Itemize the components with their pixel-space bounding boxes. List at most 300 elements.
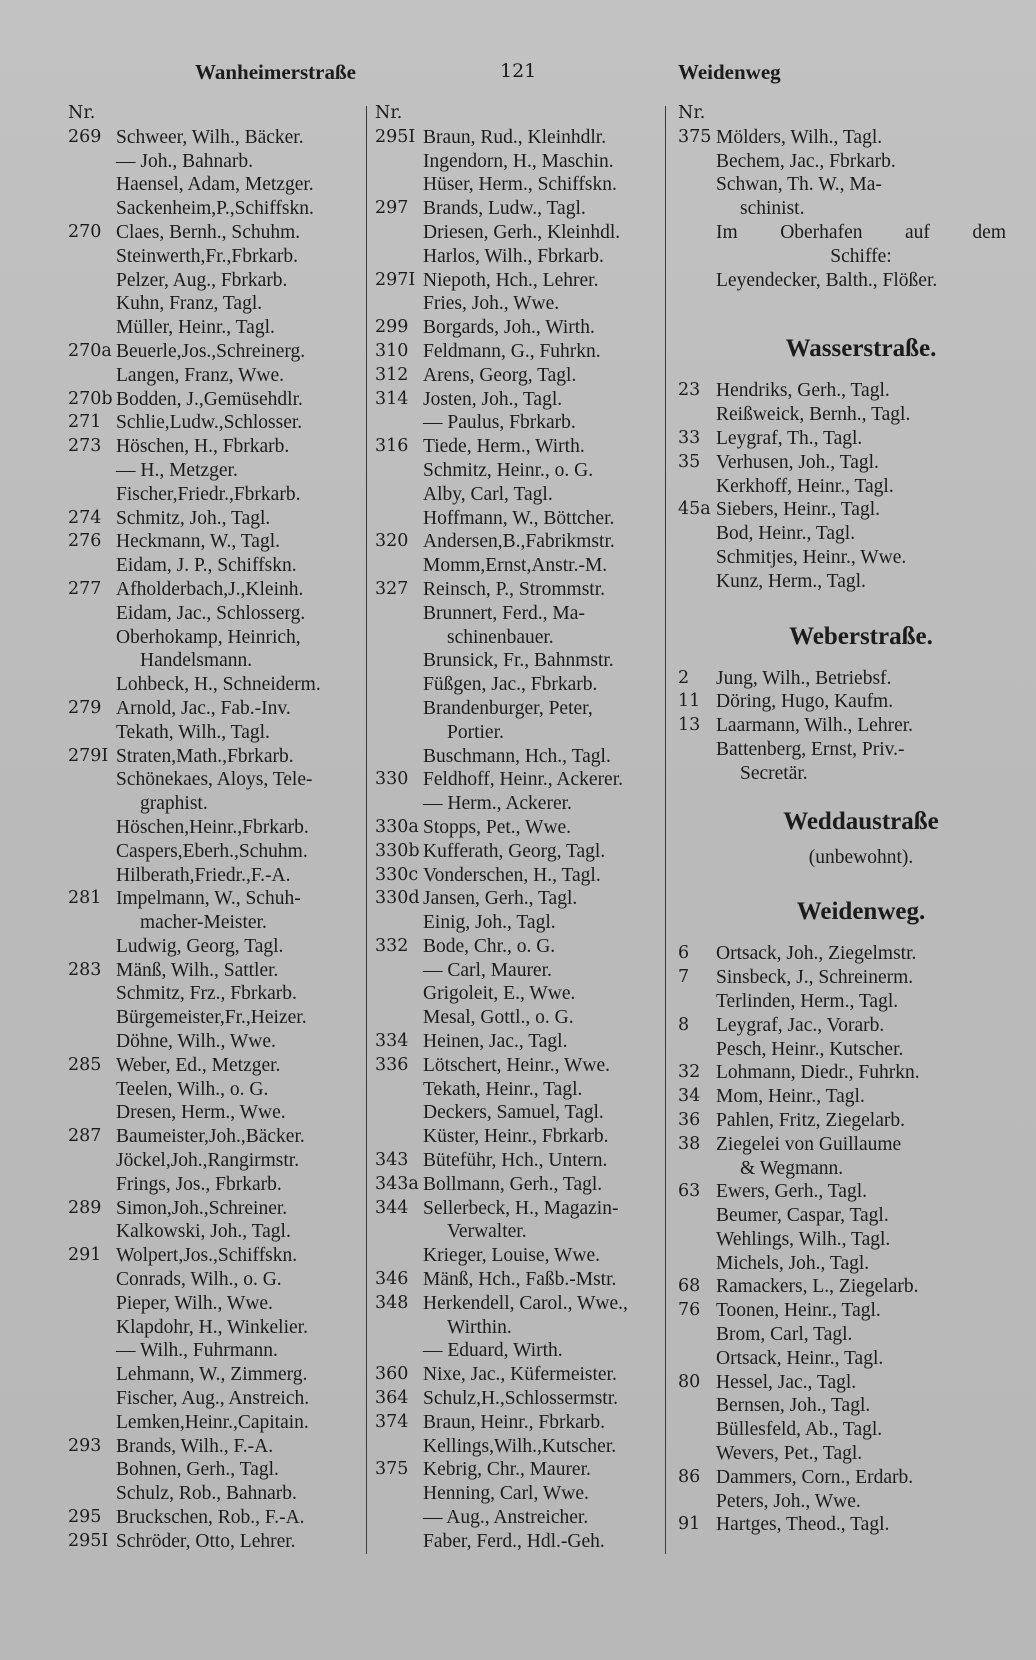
resident-text: Mesal, Gottl., o. G.: [423, 1007, 574, 1029]
resident-text: Lötschert, Heinr., Wwe.: [423, 1054, 611, 1076]
resident-text: Verhusen, Joh., Tagl.: [716, 451, 879, 473]
resident-text: Siebers, Heinr., Tagl.: [716, 499, 880, 521]
house-number: 299: [375, 317, 409, 338]
house-number: 35: [678, 451, 701, 472]
directory-entry: [68, 1458, 364, 1482]
directory-entry: [678, 966, 968, 990]
resident-text: Harlos, Wilh., Fbrkarb.: [423, 245, 604, 267]
resident-text: Lohbeck, H., Schneiderm.: [116, 674, 321, 696]
resident-text: Mom, Heinr., Tagl.: [716, 1086, 865, 1108]
directory-entry: [375, 1101, 663, 1125]
directory-entry: [375, 1316, 663, 1340]
house-number: 277: [68, 578, 102, 599]
directory-entry: [375, 816, 663, 840]
resident-text: Vonderschen, H., Tagl.: [423, 864, 601, 886]
directory-entry: [68, 864, 364, 888]
directory-entry: [678, 714, 968, 738]
house-number: 270b: [68, 388, 113, 409]
directory-entry: [375, 459, 663, 483]
resident-text: — Paulus, Fbrkarb.: [423, 412, 576, 434]
resident-text: Ingendorn, H., Maschin.: [423, 150, 614, 172]
resident-text: Bernsen, Joh., Tagl.: [716, 1395, 871, 1417]
house-number: 86: [678, 1466, 701, 1487]
resident-text: Büllesfeld, Ab., Tagl.: [716, 1419, 883, 1441]
resident-text: Henning, Carl, Wwe.: [423, 1483, 589, 1505]
directory-entry: [678, 1228, 968, 1252]
word: dem: [972, 221, 1006, 243]
house-number: 34: [678, 1086, 701, 1107]
resident-text: Battenberg, Ernst, Priv.-: [716, 738, 905, 760]
directory-entry: [678, 1133, 968, 1157]
directory-entry: [375, 435, 663, 459]
house-number: 11: [678, 691, 701, 712]
resident-text: Schulz, Rob., Bahnarb.: [116, 1483, 297, 1505]
spacer: [678, 292, 968, 306]
resident-text: Kalkowski, Joh., Tagl.: [116, 1221, 291, 1243]
resident-text: Pieper, Wilh., Wwe.: [116, 1292, 273, 1314]
directory-entry: [68, 1268, 364, 1292]
directory-entry: [68, 530, 364, 554]
resident-text: Wevers, Pet., Tagl.: [716, 1443, 863, 1465]
directory-entry: [678, 427, 968, 451]
house-number: 45a: [678, 499, 711, 520]
directory-entry: [375, 554, 663, 578]
directory-entry: [375, 721, 663, 745]
directory-entry: [375, 483, 663, 507]
resident-text: Terlinden, Herm., Tagl.: [716, 990, 899, 1012]
house-number: 343: [375, 1150, 409, 1171]
directory-entry: [678, 667, 968, 691]
directory-entry: [678, 1394, 968, 1418]
house-number: 343a: [375, 1173, 419, 1194]
resident-text: Sellerbeck, H., Magazin-: [423, 1197, 619, 1219]
house-number: 8: [678, 1014, 690, 1035]
resident-text: Hilberath,Friedr.,F.-A.: [116, 864, 291, 886]
resident-text: Portier.: [447, 721, 504, 743]
house-number: 332: [375, 935, 409, 956]
resident-text: Kellings,Wilh.,Kutscher.: [423, 1435, 617, 1457]
directory-entry: [68, 102, 364, 126]
resident-text: Claes, Bernh., Schuhm.: [116, 221, 301, 243]
directory-entry: [375, 745, 663, 769]
resident-text: Ziegelei von Guillaume: [716, 1133, 902, 1155]
street-heading: [678, 306, 968, 379]
directory-entry: [68, 1054, 364, 1078]
resident-text: Schmitz, Joh., Tagl.: [116, 507, 271, 529]
resident-text: Brandenburger, Peter,: [423, 697, 593, 719]
house-number: 63: [678, 1181, 701, 1202]
directory-entry: [678, 475, 968, 499]
resident-text: Baumeister,Joh.,Bäcker.: [116, 1126, 305, 1148]
house-number: 330b: [375, 840, 420, 861]
directory-entry: [678, 942, 968, 966]
resident-text: Oberhokamp, Heinrich,: [116, 626, 301, 648]
resident-text: Pelzer, Aug., Fbrkarb.: [116, 269, 288, 291]
directory-entry: [68, 1482, 364, 1506]
directory-entry: [68, 1316, 364, 1340]
resident-text: Bod, Heinr., Tagl.: [716, 523, 856, 545]
house-number: 295: [68, 1507, 102, 1528]
resident-text: Tekath, Heinr., Tagl.: [423, 1078, 583, 1100]
resident-text: Deckers, Samuel, Tagl.: [423, 1102, 604, 1124]
resident-text: Ortsack, Heinr., Tagl.: [716, 1347, 884, 1369]
directory-entry: [375, 269, 663, 293]
directory-entry: [68, 697, 364, 721]
directory-entry: [375, 316, 663, 340]
directory-entry: [678, 846, 968, 870]
directory-entry: [678, 1252, 968, 1276]
directory-entry: [68, 721, 364, 745]
directory-entry: [678, 1085, 968, 1109]
directory-entry: [68, 982, 364, 1006]
resident-text: Schmitz, Heinr., o. G.: [423, 459, 594, 481]
directory-entry: [678, 1038, 968, 1062]
resident-text: Höschen,Heinr.,Fbrkarb.: [116, 816, 309, 838]
directory-entry: [375, 221, 663, 245]
resident-text: Heckmann, W., Tagl.: [116, 531, 280, 553]
house-number: 287: [68, 1126, 102, 1147]
directory-entry: [375, 602, 663, 626]
resident-text: Ramackers, L., Ziegelarb.: [716, 1276, 919, 1298]
house-number: 360: [375, 1364, 409, 1385]
resident-text: Niepoth, Hch., Lehrer.: [423, 269, 599, 291]
resident-text: Pesch, Heinr., Kutscher.: [716, 1038, 904, 1060]
directory-entry: [375, 911, 663, 935]
resident-text: Müller, Heinr., Tagl.: [116, 317, 275, 339]
directory-entry: [68, 316, 364, 340]
directory-entry: [678, 1014, 968, 1038]
resident-text: Frings, Jos., Fbrkarb.: [116, 1173, 282, 1195]
resident-text: Weber, Ed., Metzger.: [116, 1054, 281, 1076]
resident-text: Alby, Carl, Tagl.: [423, 483, 553, 505]
resident-text: Braun, Rud., Kleinhdlr.: [423, 126, 607, 148]
column-divider: [366, 106, 367, 1554]
directory-entry: [375, 840, 663, 864]
house-number: 23: [678, 380, 701, 401]
directory-entry: [375, 578, 663, 602]
directory-entry: [375, 292, 663, 316]
resident-text: Sinsbeck, J., Schreinerm.: [716, 967, 914, 989]
directory-entry: [68, 245, 364, 269]
resident-text: Fischer,Friedr.,Fbrkarb.: [116, 483, 301, 505]
house-number: 76: [678, 1300, 701, 1321]
resident-text: Afholderbach,J.,Kleinh.: [116, 578, 304, 600]
resident-text: Kuhn, Franz, Tagl.: [116, 293, 263, 315]
directory-entry: [68, 1387, 364, 1411]
house-number: 327: [375, 578, 409, 599]
directory-entry: [68, 459, 364, 483]
resident-text: Michels, Joh., Tagl.: [716, 1252, 870, 1274]
directory-entry: [678, 690, 968, 714]
resident-text: Straten,Math.,Fbrkarb.: [116, 745, 294, 767]
resident-text: Leygraf, Jac., Vorarb.: [716, 1014, 885, 1036]
running-head-left: Wanheimerstraße: [195, 60, 356, 84]
directory-entry: [375, 697, 663, 721]
directory-entry: [375, 126, 663, 150]
directory-entry: [678, 1323, 968, 1347]
directory-entry: [678, 403, 968, 427]
directory-entry: [68, 1173, 364, 1197]
directory-entry: [375, 340, 663, 364]
directory-entry: [68, 554, 364, 578]
resident-text: Küster, Heinr., Fbrkarb.: [423, 1126, 609, 1148]
directory-entry: [68, 1078, 364, 1102]
directory-entry: [375, 1006, 663, 1030]
directory-entry: [678, 269, 968, 293]
resident-text: Höschen, H., Fbrkarb.: [116, 436, 290, 458]
directory-entry: [68, 1149, 364, 1173]
directory-entry: [375, 673, 663, 697]
street-name: Weidenweg.: [796, 898, 926, 926]
resident-text: Jansen, Gerh., Tagl.: [423, 888, 578, 910]
house-number: 36: [678, 1109, 701, 1130]
column-2: [375, 102, 663, 1554]
directory-entry: [68, 1339, 364, 1363]
resident-text: Impelmann, W., Schuh-: [116, 888, 301, 910]
resident-text: & Wegmann.: [740, 1157, 844, 1179]
house-number: 279I: [68, 745, 109, 766]
resident-text: Beuerle,Jos.,Schreinerg.: [116, 340, 306, 362]
house-number: Nr.: [68, 103, 96, 123]
directory-entry: [678, 738, 968, 762]
resident-text: Wolpert,Jos.,Schiffskn.: [116, 1245, 298, 1267]
resident-text: Toonen, Heinr., Tagl.: [716, 1300, 881, 1322]
house-number: 91: [678, 1514, 701, 1535]
directory-entry: [678, 197, 968, 221]
directory-entry: [68, 959, 364, 983]
resident-text: Bollmann, Gerh., Tagl.: [423, 1173, 603, 1195]
directory-entry: [678, 245, 968, 269]
house-number: 316: [375, 436, 409, 457]
house-number: 295I: [68, 1530, 109, 1551]
resident-text: Leyendecker, Balth., Flößer.: [716, 269, 938, 291]
resident-text: Döhne, Wilh., Wwe.: [116, 1031, 276, 1053]
directory-entry: [375, 411, 663, 435]
directory-entry: [678, 1109, 968, 1133]
house-number: 336: [375, 1054, 409, 1075]
directory-entry: [68, 602, 364, 626]
directory-entry: [68, 269, 364, 293]
house-number: 330c: [375, 864, 419, 885]
house-number: 270a: [68, 340, 112, 361]
house-number: 274: [68, 507, 102, 528]
resident-text: [716, 221, 1006, 245]
resident-text: Secretär.: [740, 762, 808, 784]
directory-entry: [375, 1244, 663, 1268]
directory-entry: [68, 1197, 364, 1221]
resident-text: Steinwerth,Fr.,Fbrkarb.: [116, 245, 298, 267]
house-number: 283: [68, 959, 102, 980]
directory-entry: [375, 1078, 663, 1102]
house-number: 295I: [375, 126, 416, 147]
resident-text: Füßgen, Jac., Fbrkarb.: [423, 674, 598, 696]
column-1: [68, 102, 364, 1554]
house-number: 13: [678, 715, 701, 736]
directory-entry: [678, 1513, 968, 1537]
house-number: 314: [375, 388, 409, 409]
directory-entry: [678, 498, 968, 522]
resident-text: Brunsick, Fr., Bahnmstr.: [423, 650, 614, 672]
directory-entry: [678, 1061, 968, 1085]
street-name: Weberstraße.: [789, 622, 933, 650]
resident-text: Tiede, Herm., Wirth.: [423, 436, 585, 458]
street-heading: [678, 786, 968, 846]
directory-entry: [375, 1506, 663, 1530]
directory-entry: [678, 102, 968, 126]
directory-entry: [68, 1411, 364, 1435]
directory-entry: [68, 1292, 364, 1316]
house-number: 320: [375, 531, 409, 552]
directory-entry: [678, 1371, 968, 1395]
resident-text: Beumer, Caspar, Tagl.: [716, 1205, 889, 1227]
directory-entry: [68, 935, 364, 959]
directory-entry: [375, 887, 663, 911]
house-number: Nr.: [375, 103, 403, 123]
resident-text: Schröder, Otto, Lehrer.: [116, 1530, 296, 1552]
resident-text: Brands, Ludw., Tagl.: [423, 198, 586, 220]
resident-text: Faber, Ferd., Hdl.-Geh.: [423, 1530, 605, 1552]
directory-entry: [68, 626, 364, 650]
resident-text: Krieger, Louise, Wwe.: [423, 1245, 601, 1267]
house-number: 344: [375, 1197, 409, 1218]
resident-text: Arnold, Jac., Fab.-Inv.: [116, 697, 291, 719]
resident-text: Momm,Ernst,Anstr.-M.: [423, 555, 608, 577]
resident-text: Verwalter.: [447, 1221, 527, 1243]
resident-text: Schönekaes, Aloys, Tele-: [116, 769, 313, 791]
resident-text: Driesen, Gerh., Kleinhdl.: [423, 221, 621, 243]
directory-entry: [68, 840, 364, 864]
resident-text: Lohmann, Diedr., Fuhrkn.: [716, 1062, 920, 1084]
resident-text: Simon,Joh.,Schreiner.: [116, 1197, 288, 1219]
resident-text: Borgards, Joh., Wirth.: [423, 317, 595, 339]
directory-entry: [375, 364, 663, 388]
resident-text: Braun, Heinr., Fbrkarb.: [423, 1411, 605, 1433]
resident-text: Schiffe:: [830, 245, 892, 267]
resident-text: Lemken,Heinr.,Capitain.: [116, 1411, 309, 1433]
directory-entry: [68, 768, 364, 792]
resident-text: Jöckel,Joh.,Rangirmstr.: [116, 1150, 300, 1172]
resident-text: Pahlen, Fritz, Ziegelarb.: [716, 1109, 905, 1131]
directory-entry: [68, 173, 364, 197]
resident-text: Hessel, Jac., Tagl.: [716, 1371, 857, 1393]
directory-entry: [68, 340, 364, 364]
house-number: 281: [68, 888, 102, 909]
word: auf: [905, 221, 930, 243]
word: Oberhafen: [780, 221, 863, 243]
house-number: 297I: [375, 269, 416, 290]
resident-text: Nixe, Jac., Küfermeister.: [423, 1364, 617, 1386]
resident-text: Einig, Joh., Tagl.: [423, 912, 556, 934]
resident-text: Kebrig, Chr., Maurer.: [423, 1459, 591, 1481]
resident-text: — H., Metzger.: [116, 459, 238, 481]
resident-text: Laarmann, Wilh., Lehrer.: [716, 715, 914, 737]
directory-entry: [68, 1530, 364, 1554]
resident-text: Fischer, Aug., Anstreich.: [116, 1388, 310, 1410]
house-number: 310: [375, 340, 409, 361]
resident-text: Bode, Chr., o. G.: [423, 935, 556, 957]
resident-text: Schweer, Wilh., Bäcker.: [116, 126, 304, 148]
house-number: 68: [678, 1276, 701, 1297]
house-number: 33: [678, 427, 701, 448]
resident-text: Heinen, Jac., Tagl.: [423, 1031, 568, 1053]
directory-entry: [68, 150, 364, 174]
resident-text: Bürgemeister,Fr.,Heizer.: [116, 1007, 307, 1029]
resident-text: Dammers, Corn., Erdarb.: [716, 1466, 914, 1488]
resident-text: Peters, Joh., Wwe.: [716, 1490, 861, 1512]
directory-entry: [375, 173, 663, 197]
directory-entry: [375, 959, 663, 983]
directory-entry: [375, 150, 663, 174]
directory-entry: [678, 1442, 968, 1466]
directory-entry: [678, 1299, 968, 1323]
directory-entry: [678, 1466, 968, 1490]
directory-entry: [68, 292, 364, 316]
directory-entry: [68, 126, 364, 150]
directory-entry: [678, 379, 968, 403]
house-number: 297: [375, 198, 409, 219]
house-number: 38: [678, 1133, 701, 1154]
resident-text: Sackenheim,P.,Schiffskn.: [116, 198, 314, 220]
resident-text: Bodden, J.,Gemüsehdlr.: [116, 388, 303, 410]
resident-text: Langen, Franz, Wwe.: [116, 364, 285, 386]
resident-text: — Wilh., Fuhrmann.: [116, 1340, 278, 1362]
directory-entry: [375, 982, 663, 1006]
directory-entry: [375, 388, 663, 412]
directory-entry: [68, 1435, 364, 1459]
resident-text: — Aug., Anstreicher.: [423, 1507, 589, 1529]
directory-entry: [678, 1275, 968, 1299]
directory-entry: [375, 1173, 663, 1197]
directory-entry: [375, 1458, 663, 1482]
directory-entry: [678, 1418, 968, 1442]
directory-entry: [678, 1180, 968, 1204]
directory-entry: [678, 762, 968, 786]
resident-text: Teelen, Wilh., o. G.: [116, 1078, 269, 1100]
resident-text: Döring, Hugo, Kaufm.: [716, 691, 894, 713]
resident-text: Büteführ, Hch., Untern.: [423, 1150, 608, 1172]
resident-text: Kufferath, Georg, Tagl.: [423, 840, 606, 862]
resident-text: (unbewohnt).: [808, 846, 914, 868]
resident-text: Herkendell, Carol., Wwe.,: [423, 1292, 628, 1314]
resident-text: Bohnen, Gerh., Tagl.: [116, 1459, 279, 1481]
house-number: 2: [678, 667, 690, 688]
running-head-right: Weidenweg: [678, 60, 781, 84]
house-number: 270: [68, 221, 102, 242]
column-3: [678, 102, 1006, 1537]
resident-text: Haensel, Adam, Metzger.: [116, 174, 314, 196]
house-number: 375: [678, 126, 712, 147]
house-number: 285: [68, 1054, 102, 1075]
house-number: 291: [68, 1245, 102, 1266]
resident-text: Kunz, Herm., Tagl.: [716, 570, 866, 592]
directory-entry: [375, 1411, 663, 1435]
resident-text: Arens, Georg, Tagl.: [423, 364, 577, 386]
resident-text: Eidam, Jac., Schlosserg.: [116, 602, 306, 624]
resident-text: Andersen,B.,Fabrikmstr.: [423, 531, 615, 553]
directory-entry: [375, 102, 663, 126]
house-number: 80: [678, 1371, 701, 1392]
resident-text: Klapdohr, H., Winkelier.: [116, 1316, 308, 1338]
house-number: 279: [68, 697, 102, 718]
directory-entry: [375, 1268, 663, 1292]
directory-entry: [68, 1363, 364, 1387]
directory-entry: [678, 451, 968, 475]
directory-entry: [68, 649, 364, 673]
directory-entry: [68, 364, 364, 388]
house-number: 348: [375, 1292, 409, 1313]
directory-entry: [375, 197, 663, 221]
resident-text: Schwan, Th. W., Ma-: [716, 174, 882, 196]
